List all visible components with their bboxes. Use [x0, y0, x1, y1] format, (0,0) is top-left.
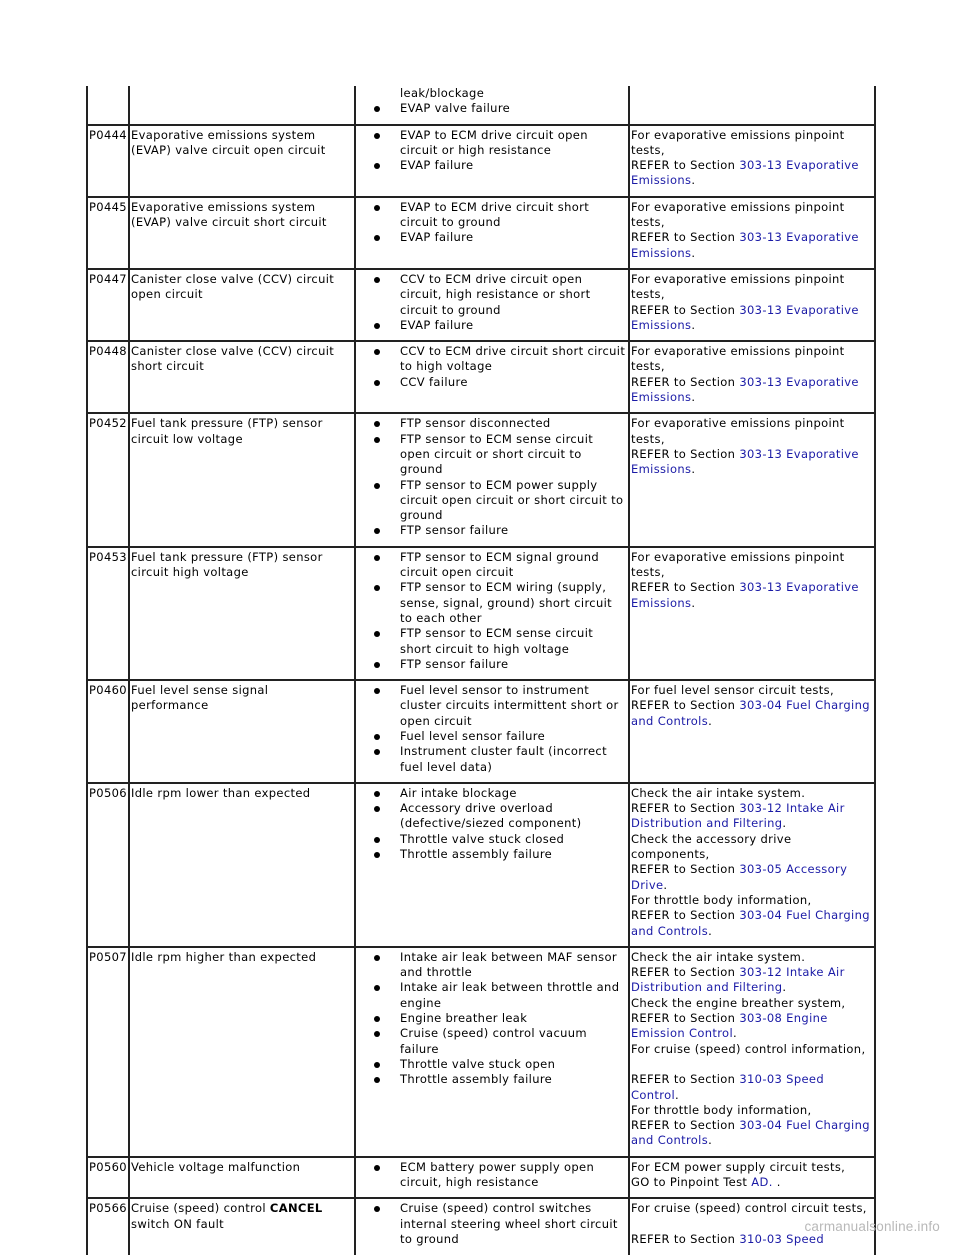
action-text: Check the air intake system.	[631, 785, 806, 800]
action-text: For throttle body information,	[631, 1102, 812, 1117]
action-line	[631, 303, 872, 334]
cause-text: FTP sensor to ECM sense circuit open circuit or short circuit to ground	[400, 431, 594, 477]
list-item	[372, 1160, 626, 1191]
list-item	[372, 1201, 626, 1247]
bullet-icon	[374, 133, 380, 139]
reference-suffix: .	[708, 1133, 713, 1148]
condition-description: Idle rpm lower than expected	[131, 785, 311, 800]
bullet-icon	[374, 806, 380, 812]
condition-description-cell	[129, 1157, 355, 1199]
action-text: For cruise (speed) control circuit tests,	[631, 1201, 867, 1216]
possible-causes-cell	[355, 1157, 629, 1199]
dtc-code-cell	[87, 413, 129, 546]
action-line	[631, 200, 872, 231]
section-reference-link[interactable]: 303-13 Evaporative Emissions	[631, 374, 859, 405]
cause-text: Cruise (speed) control switches internal steering wheel short circuit to ground	[400, 1201, 618, 1246]
bullet-icon	[374, 106, 380, 112]
action-line	[631, 893, 872, 908]
condition-description: Fuel tank pressure (FTP) sensor circuit low voltage	[131, 416, 323, 446]
possible-causes-list	[372, 416, 626, 538]
bullet-icon	[374, 483, 380, 489]
list-item	[372, 478, 626, 524]
list-item	[372, 801, 626, 832]
list-item	[372, 729, 626, 744]
condition-description: Idle rpm higher than expected	[131, 949, 317, 964]
list-item	[372, 101, 626, 116]
possible-causes-cell	[355, 783, 629, 947]
cause-text: Cruise (speed) control vacuum failure	[400, 1026, 587, 1056]
cause-text: leak/blockage	[400, 86, 485, 100]
condition-description-cell	[129, 125, 355, 197]
bullet-icon	[374, 955, 380, 961]
cause-text: CCV to ECM drive circuit open circuit, high resistance or short circuit to ground	[400, 271, 591, 317]
list-item	[372, 832, 626, 847]
possible-causes-list	[372, 344, 626, 390]
refer-label: REFER to Section	[631, 965, 740, 980]
possible-causes-cell	[355, 197, 629, 269]
action-line	[631, 1118, 872, 1149]
cause-text: FTP sensor to ECM wiring (supply, sense, signal, ground) short circuit to each other	[400, 580, 613, 625]
condition-description-cell	[129, 547, 355, 680]
condition-description-cell	[129, 413, 355, 546]
possible-causes-list	[372, 1201, 626, 1247]
possible-causes-list	[372, 272, 626, 333]
list-item	[372, 432, 626, 478]
cause-text: Intake air leak between MAF sensor and throttle	[400, 949, 617, 980]
cause-text: Air intake blockage	[400, 785, 517, 800]
section-reference-link[interactable]: 303-12 Intake Air Distribution and Filtering	[631, 801, 845, 831]
bullet-icon	[374, 380, 380, 386]
refer-label: REFER to Section	[631, 446, 740, 461]
condition-description: Evaporative emissions system (EVAP) valve circuit open circuit	[131, 127, 326, 157]
cause-text: Intake air leak between throttle and engine	[400, 980, 620, 1010]
possible-causes-list	[372, 786, 626, 862]
action-text: For throttle body information,	[631, 892, 812, 907]
action-line	[631, 158, 872, 189]
condition-description: Fuel level sense signal performance	[131, 683, 269, 713]
possible-causes-list	[372, 1160, 626, 1191]
cause-text: Throttle assembly failure	[400, 847, 553, 862]
action-line	[631, 1011, 872, 1042]
possible-causes-list	[372, 550, 626, 672]
bullet-icon	[374, 235, 380, 241]
reference-suffix: .	[691, 245, 696, 260]
dtc-code-cell	[87, 341, 129, 413]
condition-description: Canister close valve (CCV) circuit short circuit	[131, 344, 335, 374]
bullet-icon	[374, 585, 380, 591]
list-item	[372, 416, 626, 431]
section-reference-link[interactable]: 303-04 Fuel Charging and Controls	[631, 908, 870, 938]
cause-text: ECM battery power supply open circuit, high resistance	[400, 1159, 595, 1189]
cause-text: EVAP valve failure	[400, 101, 511, 116]
action-text: For evaporative emissions pinpoint tests,	[631, 344, 845, 374]
action-line	[631, 996, 872, 1011]
watermark: carmanualsonline.info	[804, 1219, 940, 1234]
possible-causes-cell	[355, 947, 629, 1157]
list-item	[372, 1072, 626, 1087]
action-text: For fuel level sensor circuit tests,	[631, 683, 834, 698]
action-text: For ECM power supply circuit tests,	[631, 1159, 846, 1174]
action-cell	[629, 783, 875, 947]
refer-label: REFER to Section	[631, 698, 740, 713]
list-item	[372, 523, 626, 538]
list-item	[372, 550, 626, 581]
list-item	[372, 86, 626, 101]
section-reference-link[interactable]: 310-03 Speed Control	[631, 1072, 824, 1102]
action-text: For evaporative emissions pinpoint tests,	[631, 199, 845, 230]
action-line	[631, 965, 872, 996]
table-row	[87, 1157, 875, 1199]
action-cell	[629, 413, 875, 546]
action-line	[631, 908, 872, 939]
section-reference-link[interactable]: 310-03 Speed	[739, 1231, 824, 1246]
cause-text: FTP sensor failure	[400, 523, 509, 538]
action-line	[631, 128, 872, 159]
list-item	[372, 683, 626, 729]
condition-description-cell	[129, 86, 355, 125]
action-line	[631, 1042, 872, 1057]
bullet-icon	[374, 688, 380, 694]
action-cell	[629, 341, 875, 413]
cause-text: Throttle valve stuck open	[400, 1056, 556, 1071]
reference-suffix: .	[782, 816, 787, 831]
action-cell	[629, 680, 875, 783]
possible-causes-list	[372, 950, 626, 1088]
bullet-icon	[374, 205, 380, 211]
refer-label: REFER to Section	[631, 374, 740, 389]
bullet-icon	[374, 985, 380, 991]
refer-label: REFER to Section	[631, 302, 740, 317]
bullet-icon	[374, 421, 380, 427]
table-row	[87, 413, 875, 546]
action-line	[631, 1175, 872, 1190]
possible-causes-cell	[355, 269, 629, 341]
table-row	[87, 1198, 875, 1255]
table-row	[87, 947, 875, 1157]
list-item	[372, 1011, 626, 1026]
condition-description: Cruise (speed) control	[131, 1201, 270, 1216]
refer-label: REFER to Section	[631, 908, 740, 923]
section-reference-link[interactable]: 303-08 Engine Emission Control	[631, 1011, 828, 1041]
dtc-code: P0452	[89, 416, 127, 431]
table-row	[87, 197, 875, 269]
possible-causes-cell	[355, 86, 629, 125]
table-row	[87, 341, 875, 413]
action-line	[631, 801, 872, 832]
cause-text: EVAP to ECM drive circuit open circuit or high resistance	[400, 127, 588, 157]
list-item	[372, 744, 626, 775]
action-text: For evaporative emissions pinpoint tests,	[631, 549, 845, 580]
dtc-code: P0448	[89, 344, 127, 359]
condition-description: switch ON fault	[131, 1216, 225, 1231]
possible-causes-cell	[355, 1198, 629, 1255]
dtc-code: P0447	[89, 271, 127, 286]
cause-text: CCV to ECM drive circuit short circuit to high voltage	[400, 344, 626, 374]
section-reference-link[interactable]: 303-13 Evaporative Emissions	[631, 580, 859, 610]
possible-causes-list	[372, 200, 626, 246]
reference-suffix: .	[691, 462, 696, 477]
reference-suffix: .	[733, 1026, 738, 1041]
table-row	[87, 269, 875, 341]
table-row	[87, 547, 875, 680]
condition-description-cell	[129, 947, 355, 1157]
condition-description-cell	[129, 1198, 355, 1255]
action-cell	[629, 947, 875, 1157]
dtc-code: P0566	[89, 1201, 127, 1216]
action-line	[631, 272, 872, 303]
action-cell	[629, 547, 875, 680]
dtc-code-cell	[87, 947, 129, 1157]
refer-label: REFER to Section	[631, 158, 740, 173]
action-line	[631, 1232, 872, 1247]
section-reference-link[interactable]: 303-13 Evaporative Emissions	[631, 302, 859, 332]
action-line	[631, 862, 872, 893]
condition-keyword: CANCEL	[269, 1201, 323, 1216]
section-reference-link[interactable]: 303-13 Evaporative Emissions	[631, 158, 859, 188]
reference-suffix: .	[691, 595, 696, 610]
reference-suffix: .	[772, 1175, 781, 1189]
list-item	[372, 158, 626, 173]
refer-label: REFER to Section	[631, 1011, 740, 1026]
cause-text: Engine breather leak	[400, 1011, 528, 1026]
list-item	[372, 980, 626, 1011]
action-line	[631, 550, 872, 581]
cause-text: EVAP failure	[400, 158, 474, 173]
section-reference-link[interactable]: 303-04 Fuel Charging and Controls	[631, 1118, 870, 1148]
action-line	[631, 698, 872, 729]
list-item	[372, 580, 626, 626]
action-line	[631, 1103, 872, 1118]
action-text: Check the accessory drive components,	[631, 831, 792, 862]
refer-label: REFER to Section	[631, 1072, 740, 1087]
action-cell	[629, 197, 875, 269]
section-reference-link[interactable]: 303-12 Intake Air Distribution and Filtering	[631, 965, 845, 995]
dtc-code: P0445	[89, 199, 127, 214]
action-line	[631, 344, 872, 375]
condition-description-cell	[129, 680, 355, 783]
possible-causes-cell	[355, 680, 629, 783]
reference-suffix: .	[782, 980, 787, 995]
dtc-code-cell	[87, 1157, 129, 1199]
condition-description-cell	[129, 341, 355, 413]
cause-text: FTP sensor to ECM signal ground circuit open circuit	[400, 549, 600, 580]
refer-label: REFER to Section	[631, 1118, 740, 1133]
bullet-icon	[374, 1016, 380, 1022]
dtc-table-body	[87, 86, 875, 1255]
cause-text: EVAP failure	[400, 317, 474, 332]
bullet-icon	[374, 631, 380, 637]
refer-label: REFER to Section	[631, 580, 740, 595]
bullet-icon	[374, 1206, 380, 1212]
list-item	[372, 375, 626, 390]
section-reference-link[interactable]: 303-13 Evaporative Emissions	[631, 230, 859, 260]
cause-text: EVAP to ECM drive circuit short circuit to ground	[400, 199, 590, 230]
action-text: Check the engine breather system,	[631, 995, 846, 1010]
list-item	[372, 1057, 626, 1072]
cause-text: Fuel level sensor failure	[400, 728, 546, 743]
bullet-icon	[374, 349, 380, 355]
list-item	[372, 200, 626, 231]
dtc-code-cell	[87, 125, 129, 197]
bullet-icon	[374, 749, 380, 755]
list-item	[372, 318, 626, 333]
dtc-code: P0444	[89, 127, 127, 142]
list-item	[372, 950, 626, 981]
dtc-code-cell	[87, 783, 129, 947]
list-item	[372, 847, 626, 862]
list-item	[372, 128, 626, 159]
reference-suffix: .	[691, 173, 696, 188]
cause-text: Instrument cluster fault (incorrect fuel level data)	[400, 744, 607, 774]
action-line	[631, 950, 872, 965]
list-item	[372, 344, 626, 375]
cause-text: FTP sensor to ECM power supply circuit open circuit or short circuit to ground	[400, 477, 624, 523]
action-line	[631, 1072, 872, 1103]
list-item	[372, 272, 626, 318]
bullet-icon	[374, 1062, 380, 1068]
condition-description: Vehicle voltage malfunction	[131, 1159, 301, 1174]
bullet-icon	[374, 852, 380, 858]
action-cell	[629, 86, 875, 125]
dtc-code: P0560	[89, 1159, 127, 1174]
bullet-icon	[374, 1031, 380, 1037]
dtc-code: P0507	[89, 949, 127, 964]
action-line	[631, 832, 872, 863]
possible-causes-list	[372, 683, 626, 775]
bullet-icon	[374, 163, 380, 169]
cause-text: Throttle valve stuck closed	[400, 831, 565, 846]
action-line	[631, 683, 872, 698]
action-cell	[629, 125, 875, 197]
cause-text: FTP sensor disconnected	[400, 416, 551, 431]
bullet-icon	[374, 323, 380, 329]
dtc-code-cell	[87, 1198, 129, 1255]
section-reference-link[interactable]: 303-05 Accessory Drive	[631, 862, 848, 892]
action-line	[631, 1160, 872, 1175]
action-line	[631, 230, 872, 261]
cause-text: FTP sensor to ECM sense circuit short circuit to high voltage	[400, 626, 594, 656]
dtc-table	[86, 86, 876, 1255]
action-cell	[629, 269, 875, 341]
dtc-code-cell	[87, 680, 129, 783]
condition-description: Fuel tank pressure (FTP) sensor circuit high voltage	[131, 549, 323, 580]
reference-suffix: .	[675, 1087, 680, 1102]
action-text: For evaporative emissions pinpoint tests,	[631, 271, 845, 302]
possible-causes-list	[372, 86, 626, 117]
action-line	[631, 580, 872, 611]
list-item	[372, 626, 626, 657]
possible-causes-cell	[355, 341, 629, 413]
action-line	[631, 1201, 872, 1216]
list-item	[372, 786, 626, 801]
refer-label: REFER to Section	[631, 801, 740, 816]
reference-suffix: .	[691, 317, 696, 332]
cause-text: Fuel level sensor to instrument cluster circuits intermittent short or open circuit	[400, 683, 619, 728]
action-text: Check the air intake system.	[631, 949, 806, 964]
bullet-icon	[374, 734, 380, 740]
bullet-icon	[374, 528, 380, 534]
refer-label: GO to Pinpoint Test	[631, 1175, 752, 1189]
condition-description-cell	[129, 783, 355, 947]
cause-text: CCV failure	[400, 374, 468, 389]
bullet-icon	[374, 1077, 380, 1083]
action-text: For evaporative emissions pinpoint tests,	[631, 127, 845, 157]
list-item	[372, 230, 626, 245]
section-reference-link[interactable]: AD.	[751, 1175, 773, 1189]
possible-causes-list	[372, 128, 626, 174]
dtc-code-cell	[87, 269, 129, 341]
reference-suffix: .	[708, 923, 713, 938]
cause-text: EVAP failure	[400, 230, 474, 245]
bullet-icon	[374, 791, 380, 797]
action-text: For cruise (speed) control information,	[631, 1041, 866, 1056]
action-cell	[629, 1157, 875, 1199]
bullet-icon	[374, 1165, 380, 1171]
action-line	[631, 416, 872, 447]
refer-label: REFER to Section	[631, 1231, 740, 1246]
section-reference-link[interactable]: 303-13 Evaporative Emissions	[631, 446, 859, 477]
table-row	[87, 680, 875, 783]
bullet-icon	[374, 277, 380, 283]
section-reference-link[interactable]: 303-04 Fuel Charging and Controls	[631, 698, 870, 728]
reference-suffix: .	[663, 877, 668, 892]
refer-label: REFER to Section	[631, 230, 740, 245]
cause-text: FTP sensor failure	[400, 656, 509, 671]
condition-description: Canister close valve (CCV) circuit open circuit	[131, 271, 335, 302]
dtc-code: P0506	[89, 785, 127, 800]
cause-text: Accessory drive overload (defective/siezed component)	[400, 801, 582, 831]
table-row	[87, 125, 875, 197]
possible-causes-cell	[355, 125, 629, 197]
bullet-icon	[374, 555, 380, 561]
bullet-icon	[374, 662, 380, 668]
condition-description-cell	[129, 269, 355, 341]
table-row	[87, 86, 875, 125]
list-item	[372, 1026, 626, 1057]
action-line	[631, 447, 872, 478]
action-line	[631, 786, 872, 801]
condition-description: Evaporative emissions system (EVAP) valve circuit short circuit	[131, 199, 327, 230]
list-item	[372, 657, 626, 672]
possible-causes-cell	[355, 547, 629, 680]
cause-text: Throttle assembly failure	[400, 1072, 553, 1087]
dtc-code: P0460	[89, 683, 127, 698]
dtc-code: P0453	[89, 549, 127, 564]
action-line	[631, 375, 872, 406]
dtc-code-cell	[87, 547, 129, 680]
reference-suffix: .	[708, 713, 713, 728]
reference-suffix: .	[691, 390, 696, 405]
bullet-icon	[374, 837, 380, 843]
possible-causes-cell	[355, 413, 629, 546]
dtc-code-cell	[87, 197, 129, 269]
action-text: For evaporative emissions pinpoint tests,	[631, 416, 845, 446]
table-row	[87, 783, 875, 947]
dtc-code-cell	[87, 86, 129, 125]
condition-description-cell	[129, 197, 355, 269]
bullet-icon	[374, 437, 380, 443]
refer-label: REFER to Section	[631, 862, 740, 877]
